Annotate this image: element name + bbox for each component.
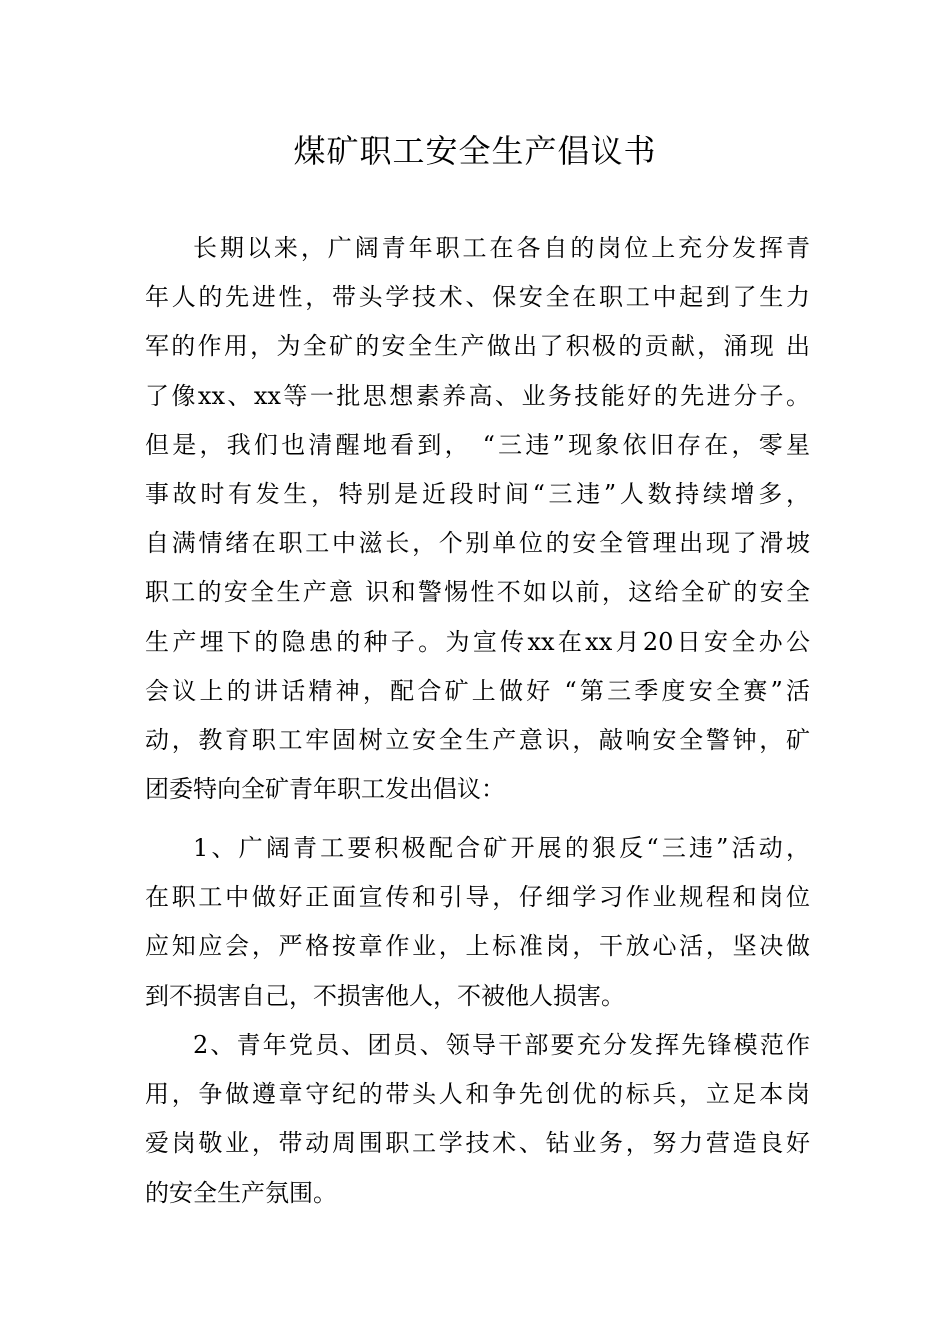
paragraph-item-2 [145, 1021, 810, 1218]
text-line: 生产埋下的隐患的种子。为宣传xx在xx月20日安全办公 [145, 627, 810, 656]
paragraph-item-1 [145, 824, 810, 1021]
text-line: 职工的安全生产意 识和警惕性不如以前，这给全矿的安全 [145, 578, 810, 607]
text-line: 年人的先进性，带头学技术、保安全在职工中起到了生力 [145, 283, 810, 312]
paragraph-intro [145, 224, 810, 814]
text-line: 到不损害自己，不损害他人，不被他人损害。 [145, 981, 625, 1010]
text-line: 长期以来，广阔青年职工在各自的岗位上充分发挥青 [193, 234, 810, 262]
text-line: 在职工中做好正面宣传和引导，仔细学习作业规程和岗位 [145, 883, 810, 912]
text-line: 军的作用，为全矿的安全生产做出了积极的贡献，涌现 出 [145, 332, 810, 361]
text-line: 用，争做遵章守纪的带头人和争先创优的标兵，立足本岗 [145, 1080, 810, 1109]
text-line: 动，教育职工牢固树立安全生产意识，敲响安全警钟，矿 [145, 725, 810, 754]
text-line: 但是，我们也清醒地看到， “三违”现象依旧存在，零星 [145, 430, 810, 459]
text-line: 应知应会，严格按章作业，上标准岗，干放心活，坚决做 [145, 932, 810, 961]
text-line: 1、广阔青工要积极配合矿开展的狠反“三违”活动， [193, 834, 810, 862]
text-line: 自满情绪在职工中滋长，个别单位的安全管理出现了滑坡 [145, 529, 810, 558]
text-line: 2、青年党员、团员、领导干部要充分发挥先锋模范作 [193, 1031, 810, 1059]
text-line: 了像xx、xx等一批思想素养高、业务技能好的先进分子。 [145, 381, 810, 410]
text-line: 团委特向全矿青年职工发出倡议： [145, 775, 505, 804]
text-line: 爱岗敬业，带动周围职工学技术、钻业务，努力营造良好 [145, 1129, 810, 1158]
text-line: 事故时有发生，特别是近段时间“三违”人数持续增多， [145, 479, 810, 508]
text-line: 的安全生产氛围。 [145, 1178, 337, 1207]
document-title: 煤矿职工安全生产倡议书 [293, 132, 657, 170]
text-line: 会议上的讲话精神，配合矿上做好 “第三季度安全赛”活 [145, 676, 810, 705]
